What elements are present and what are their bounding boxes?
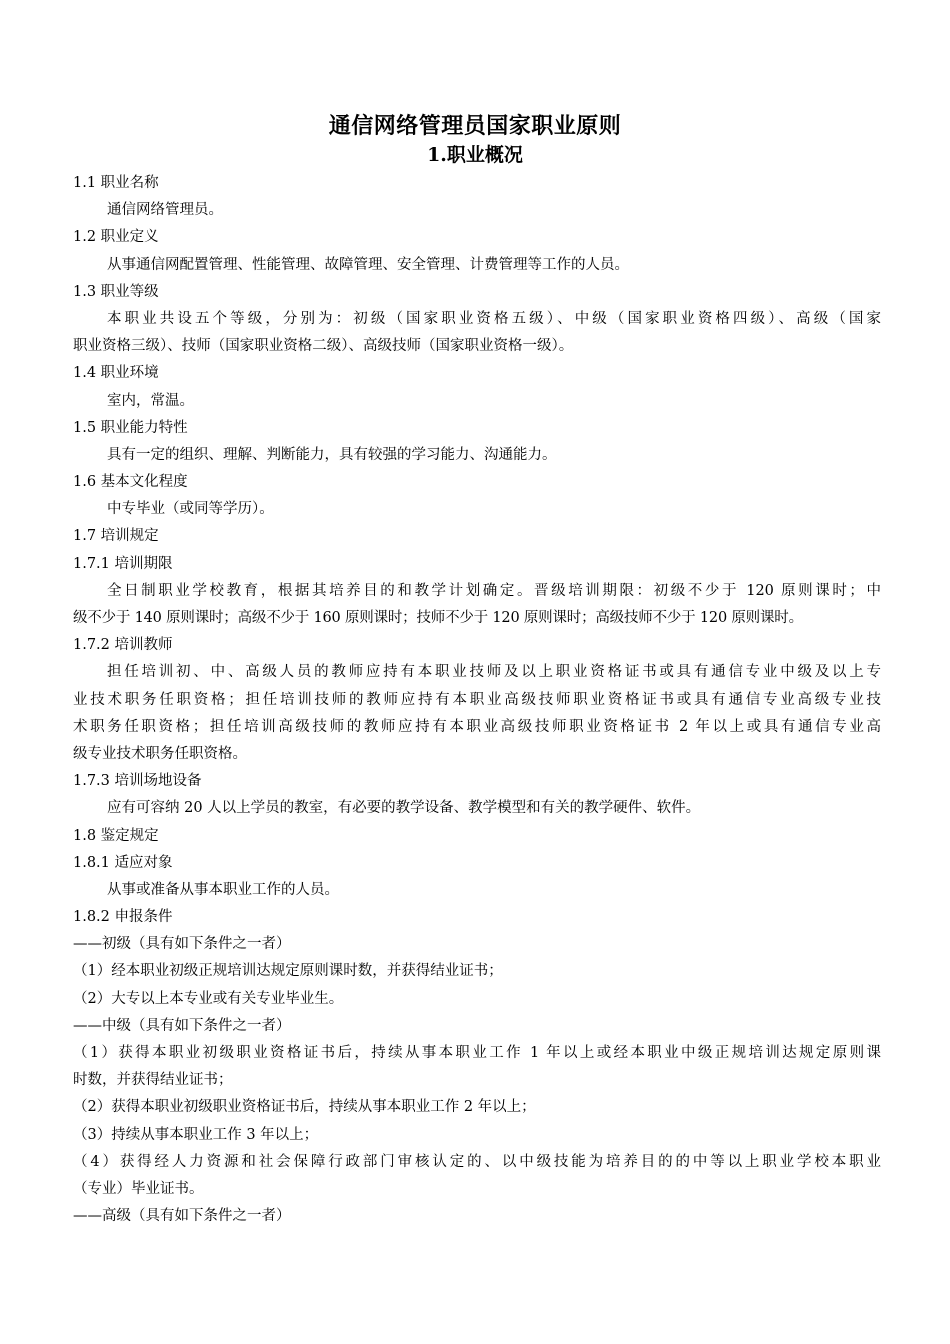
heading-1-7: 1.7 培训规定 (73, 528, 159, 545)
paragraph: 本职业共设五个等级，分别为：初级（国家职业资格五级）、中级（国家职业资格四级）、高级（国家 (107, 310, 881, 327)
paragraph: 中专毕业（或同等学历）。 (107, 501, 274, 518)
heading-1-7-2: 1.7.2 培训教师 (73, 637, 173, 654)
heading-1-7-3: 1.7.3 培训场地设备 (73, 773, 202, 790)
paragraph-continuation: 职业资格三级）、技师（国家职业资格二级）、高级技师（国家职业资格一级）。 (73, 338, 574, 355)
paragraph-continuation: 级不少于 140 原则课时；高级不少于 160 原则课时；技师不少于 120 原则课时；高级技师不少于 120 原则课时。 (73, 610, 803, 626)
paragraph: 具有一定的组织、理解、判断能力，具有较强的学习能力、沟通能力。 (107, 446, 557, 463)
paragraph: 从事或准备从事本职业工作的人员。 (107, 881, 339, 898)
heading-1-8-1: 1.8.1 适应对象 (73, 854, 173, 871)
list-item: （1）获得本职业初级职业资格证书后，持续从事本职业工作 1 年以上或经本职业中级正规培训达规定原则课 (73, 1045, 881, 1061)
paragraph: 室内，常温。 (107, 392, 194, 409)
heading-1-7-1: 1.7.1 培训期限 (73, 555, 173, 572)
list-item: （4）获得经人力资源和社会保障行政部门审核认定的、以中级技能为培养目的的中等以上职业学校本职业 (73, 1153, 881, 1170)
list-item: （2）获得本职业初级职业资格证书后，持续从事本职业工作 2 年以上； (73, 1099, 536, 1116)
paragraph-continuation: 级专业技术职务任职资格。 (73, 745, 247, 762)
document-body (73, 170, 881, 1230)
paragraph: 通信网络管理员。 (107, 202, 223, 219)
paragraph: 应有可容纳 20 人以上学员的教室，有必要的教学设备、教学模型和有关的教学硬件、软件。 (107, 800, 701, 817)
heading-1-5: 1.5 职业能力特性 (73, 419, 188, 436)
list-item: （3）持续从事本职业工作 3 年以上； (73, 1126, 319, 1143)
heading-1-3: 1.3 职业等级 (73, 283, 159, 300)
list-item-continuation: 时数，并获得结业证书； (73, 1072, 233, 1089)
document-title: 通信网络管理员国家职业原则 (328, 113, 622, 139)
heading-1-1: 1.1 职业名称 (73, 175, 159, 191)
heading-1-8: 1.8 鉴定规定 (73, 827, 159, 844)
section-heading: 1.职业概况 (427, 144, 523, 166)
list-item: （2）大专以上本专业或有关专业毕业生。 (73, 990, 344, 1007)
level-heading-intermediate: ——中级（具有如下条件之一者） (73, 1017, 291, 1034)
list-item-continuation: （专业）毕业证书。 (73, 1180, 204, 1197)
paragraph-continuation: 业技术职务任职资格；担任培训技师的教师应持有本职业高级技师职业资格证书或具有通信专业高级专业技 (73, 691, 881, 708)
paragraph-continuation: 术职务任职资格；担任培训高级技师的教师应持有本职业高级技师职业资格证书 2 年以上或具有通信专业高 (73, 718, 881, 735)
heading-1-8-2: 1.8.2 申报条件 (73, 909, 173, 926)
heading-1-2: 1.2 职业定义 (73, 229, 159, 246)
list-item: （1）经本职业初级正规培训达规定原则课时数，并获得结业证书； (73, 963, 503, 980)
paragraph: 从事通信网配置管理、性能管理、故障管理、安全管理、计费管理等工作的人员。 (107, 256, 629, 273)
paragraph: 担任培训初、中、高级人员的教师应持有本职业技师及以上职业资格证书或具有通信专业中级及以上专 (107, 664, 881, 681)
level-heading-advanced: ——高级（具有如下条件之一者） (73, 1208, 291, 1225)
heading-1-4: 1.4 职业环境 (73, 365, 159, 382)
level-heading-junior: ——初级（具有如下条件之一者） (73, 936, 291, 953)
heading-1-6: 1.6 基本文化程度 (73, 474, 188, 491)
paragraph: 全日制职业学校教育，根据其培养目的和教学计划确定。晋级培训期限：初级不少于 120 原则课时；中 (107, 582, 881, 599)
